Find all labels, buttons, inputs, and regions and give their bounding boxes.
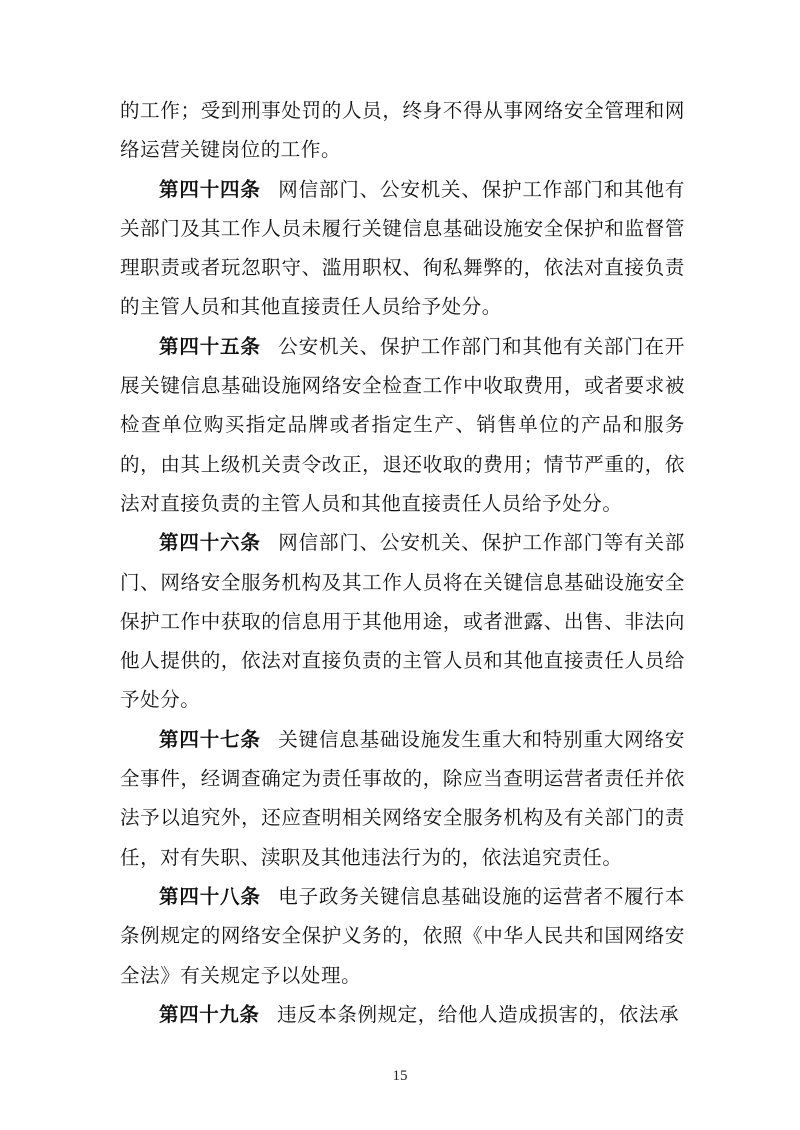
article-45-title: 第四十五条	[159, 334, 261, 358]
article-46-text: 网信部门、公安机关、保护工作部门等有关部门、网络安全服务机构及其工作人员将在关键信息基础设施安全保护工作中获取的信息用于其他用途，或者泄露、出售、非法向他人提供的，依法对直接负责的主管人员和其他直接责任人员给予处分。	[120, 531, 685, 712]
article-47-title: 第四十七条	[159, 727, 261, 751]
article-45	[120, 327, 685, 523]
article-47-text: 关键信息基础设施发生重大和特别重大网络安全事件，经调查确定为责任事故的，除应当查明运营者责任并依法予以追究外，还应查明相关网络安全服务机构及有关部门的责任，对有失职、渎职及其他违法行为的，依法追究责任。	[120, 727, 685, 869]
article-47	[120, 720, 685, 877]
document-body	[120, 91, 685, 1034]
article-49-text: 违反本条例规定，给他人造成损害的，依法承	[277, 1002, 680, 1026]
article-46-title: 第四十六条	[159, 531, 261, 555]
continuation-paragraph: 的工作；受到刑事处罚的人员，终身不得从事网络安全管理和网络运营关键岗位的工作。	[120, 99, 685, 162]
article-49	[120, 995, 685, 1034]
article-44-text: 网信部门、公安机关、保护工作部门和其他有关部门及其工作人员未履行关键信息基础设施安全保护和监督管理职责或者玩忽职守、滥用职权、徇私舞弊的，依法对直接负责的主管人员和其他直接责任人员给予处分。	[120, 177, 685, 319]
article-48-title: 第四十八条	[159, 884, 261, 908]
article-44	[120, 170, 685, 327]
page-number: 15	[392, 1068, 408, 1084]
article-48-text: 电子政务关键信息基础设施的运营者不履行本条例规定的网络安全保护义务的，依照《中华人民共和国网络安全法》有关规定予以处理。	[120, 884, 685, 987]
article-44-title: 第四十四条	[159, 177, 261, 201]
article-49-title: 第四十九条	[159, 1002, 260, 1026]
article-45-text: 公安机关、保护工作部门和其他有关部门在开展关键信息基础设施网络安全检查工作中收取费用，或者要求被检查单位购买指定品牌或者指定生产、销售单位的产品和服务的，由其上级机关责令改正，退还收取的费用；情节严重的，依法对直接负责的主管人员和其他直接责任人员给予处分。	[120, 334, 685, 515]
article-46	[120, 523, 685, 719]
article-48	[120, 877, 685, 995]
